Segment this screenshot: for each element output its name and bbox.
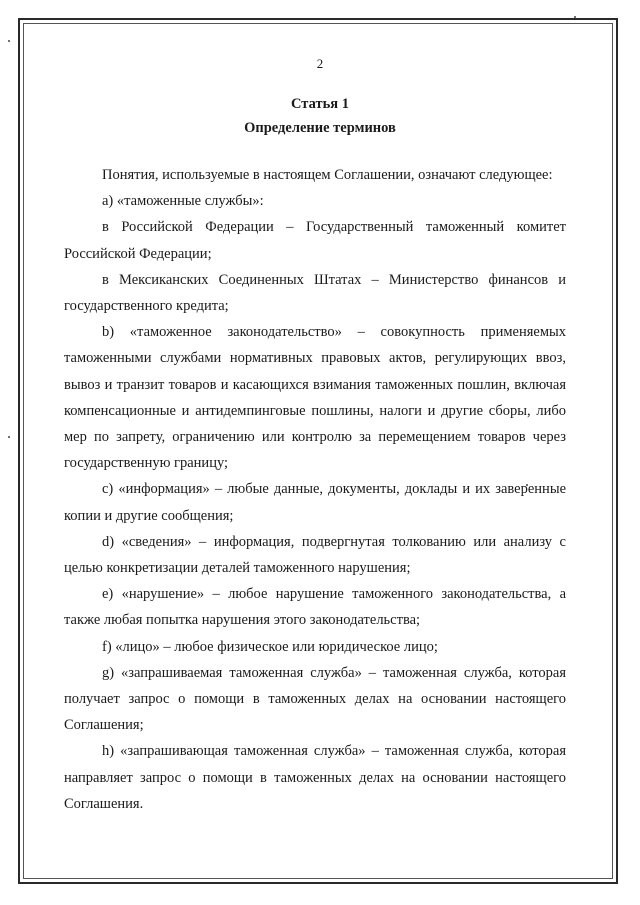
paragraph-item-e: е) «нарушение» – любое нарушение таможенного законодательства, а также любая попытка нарушения этого законодательства; [64, 586, 566, 629]
article-title: Статья 1 [291, 96, 349, 112]
article-subtitle: Определение терминов [244, 120, 396, 136]
paragraph-item-b: b) «таможенное законодательство» – совокупность применяемых таможенными службами нормативных правовых актов, регулирующих ввоз, вывоз и транзит товаров и касающихся взимания таможенных пошлин, включая компенсационные и антидемпинговые пошлины, налоги и другие сборы, либо мер по запрету, ограничению или контролю за перемещением товаров через государственную границу; [64, 324, 566, 472]
paragraph-intro: Понятия, используемые в настоящем Соглашении, означают следующее: [102, 167, 553, 183]
scan-speck [8, 40, 10, 42]
paragraph-item-a-russia: в Российской Федерации – Государственный таможенный комитет Российской Федерации; [64, 219, 566, 262]
paragraph-item-h: h) «запрашивающая таможенная служба» – таможенная служба, которая направляет запрос о помощи в таможенных делах на основании настоящего Соглашения. [64, 743, 566, 812]
scan-speck [8, 436, 10, 438]
paragraph-item-f: f) «лицо» – любое физическое или юридическое лицо; [102, 638, 438, 655]
document-body [64, 162, 566, 817]
page-number: 2 [316, 56, 324, 71]
paragraph-item-a-mexico: в Мексиканских Соединенных Штатах – Министерство финансов и государственного кредита; [64, 271, 566, 315]
paragraph-item-g: g) «запрашиваемая таможенная служба» – таможенная служба, которая получает запрос о помощи в таможенных делах на основании настоящего Соглашения; [64, 664, 566, 734]
paragraph-item-c: с) «информация» – любые данные, документы, доклады и их заверенные копии и другие сообщения; [64, 481, 566, 524]
paragraph-item-a: а) «таможенные службы»: [102, 193, 264, 210]
scan-speck [574, 16, 576, 18]
paragraph-item-d: d) «сведения» – информация, подвергнутая толкованию или анализу с целью конкретизации деталей таможенного нарушения; [64, 533, 566, 577]
